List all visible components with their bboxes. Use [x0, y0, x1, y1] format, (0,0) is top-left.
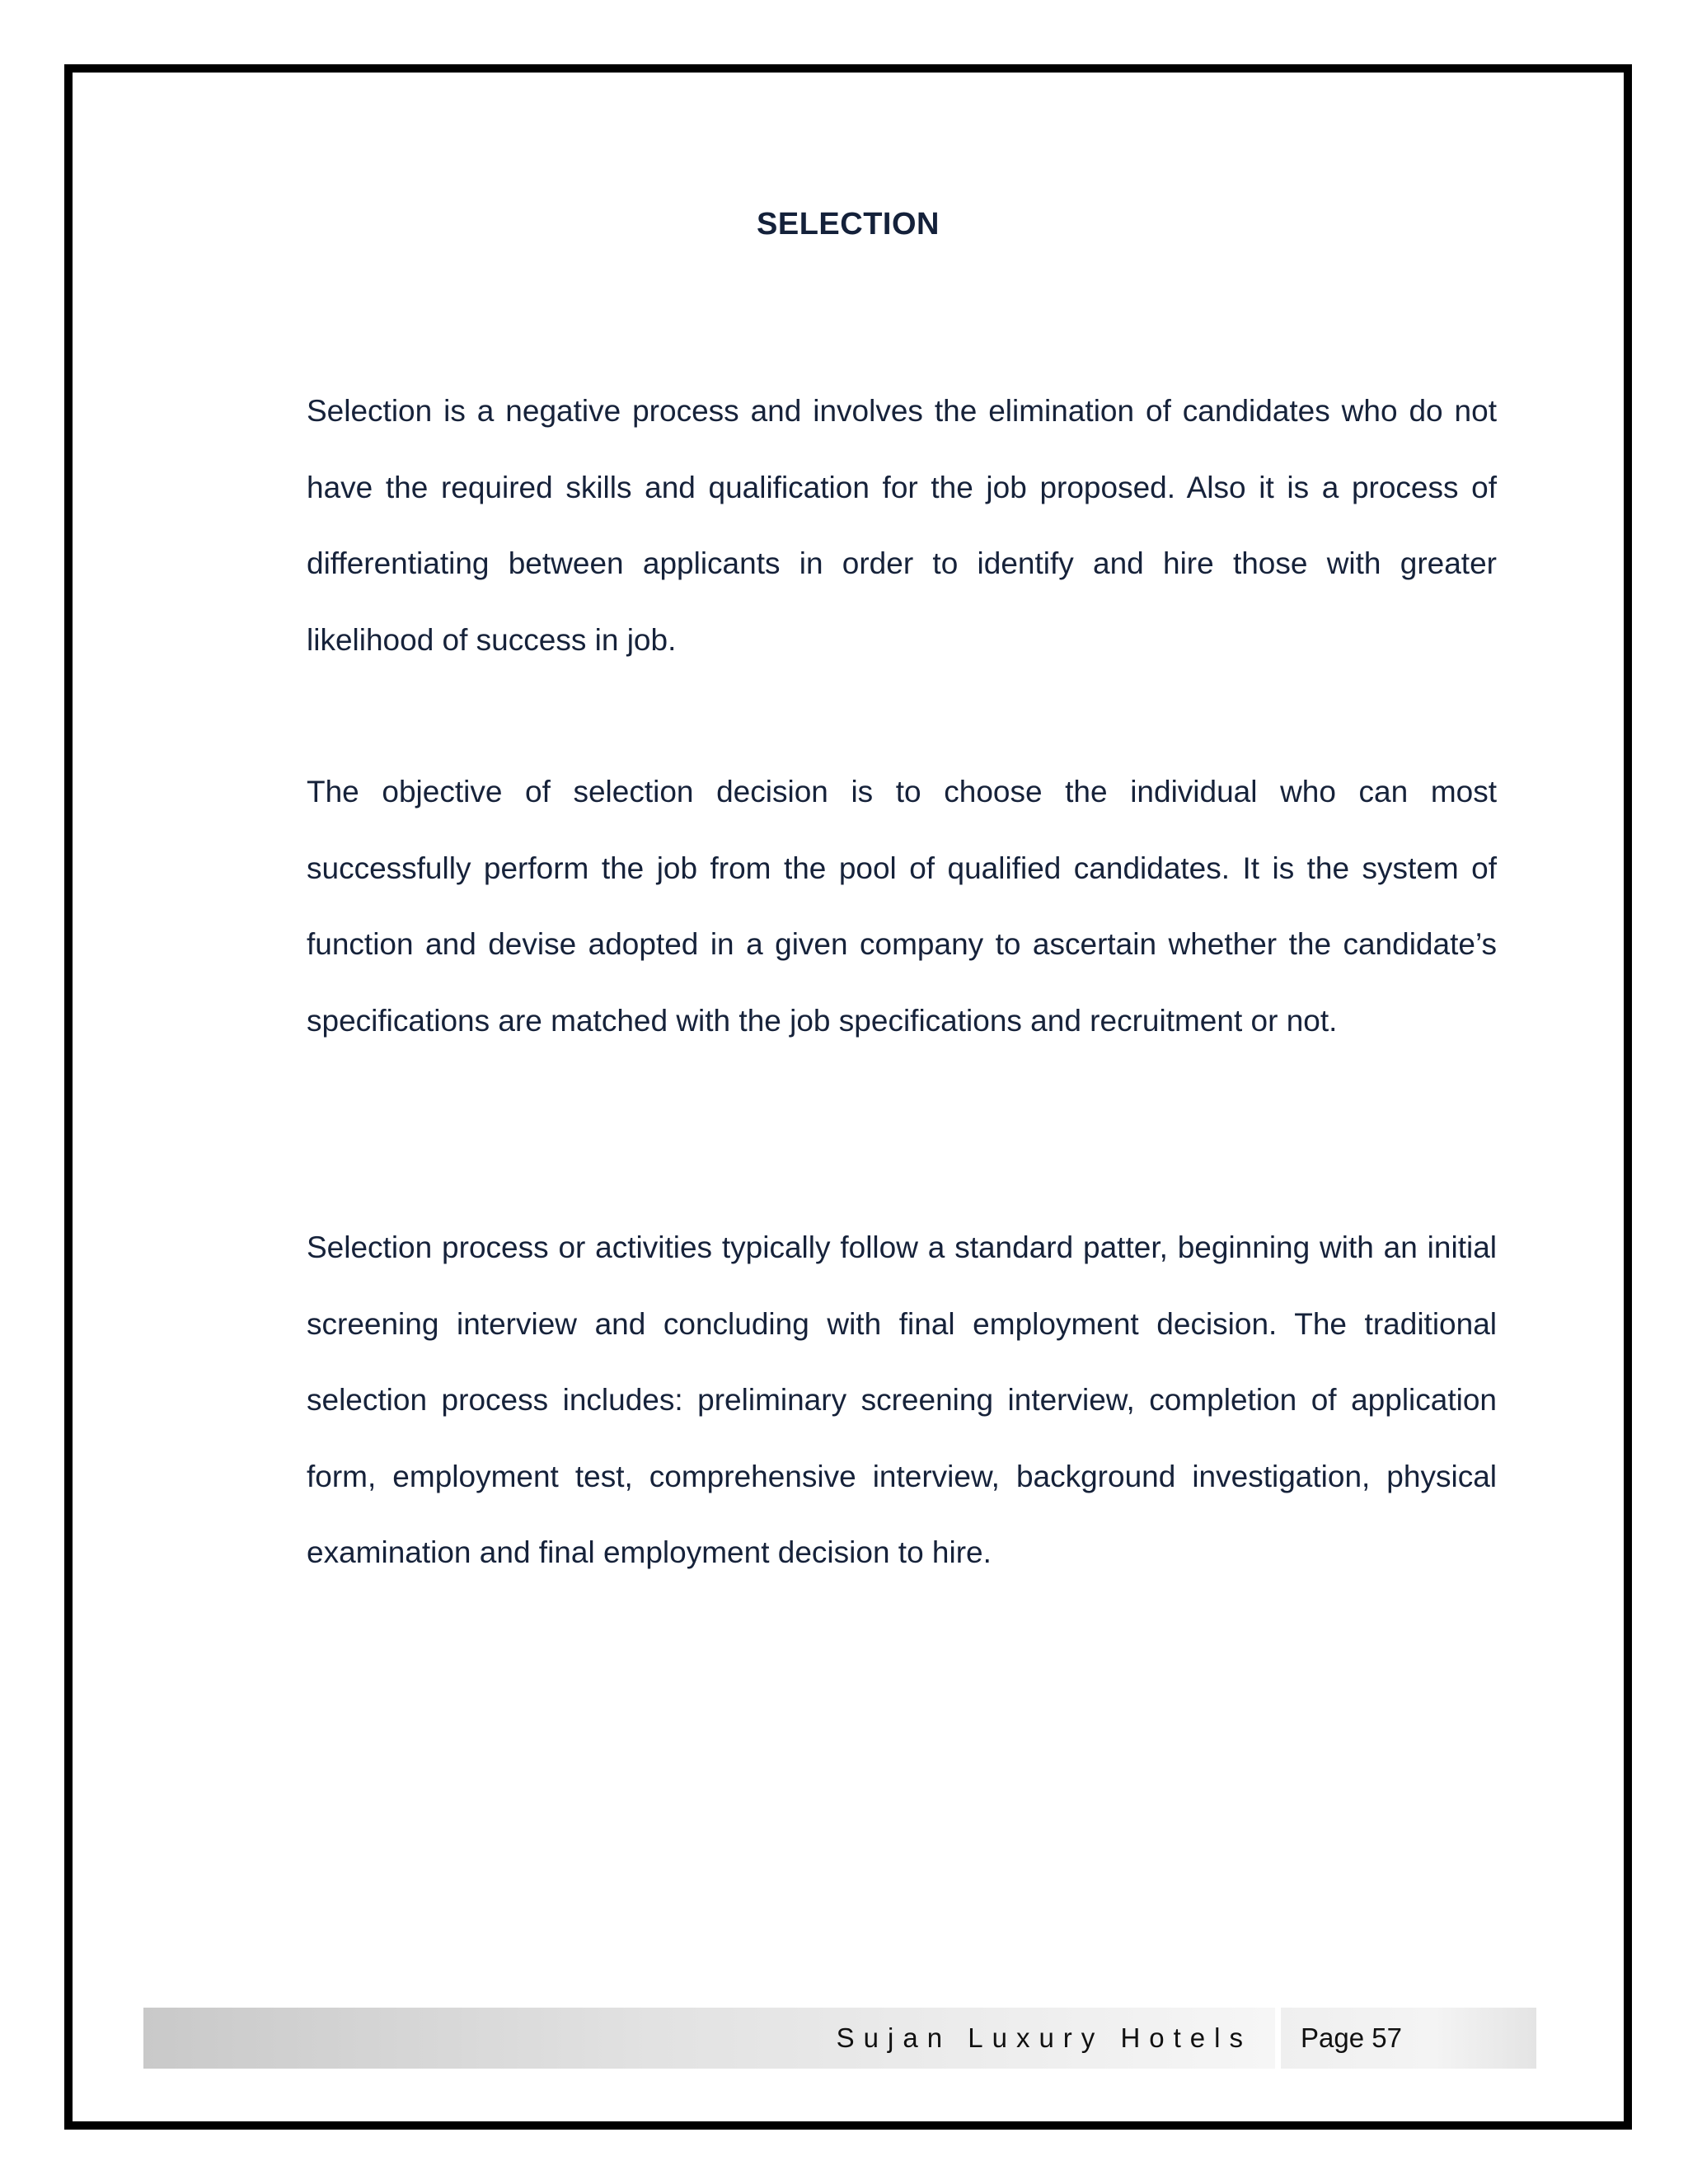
footer-page-box [1281, 2008, 1536, 2069]
footer-company-name: Sujan Luxury Hotels [836, 2022, 1252, 2053]
paragraph-1: Selection is a negative process and involves the elimination of candidates who do not have the required skills and qualification for the job proposed. Also it is a process of differentiating between applicants in order to identify and hire those with greater likelihood of success in job. [307, 394, 1497, 657]
section-heading: SELECTION [757, 207, 940, 241]
page-frame [64, 64, 1632, 2130]
paragraph-2: The objective of selection decision is to choose the individual who can most successfully perform the job from the pool of qualified candidates. It is the system of function and devise adopted in a given company to ascertain whether the candidate’s specifications are matched with the job specifications and recruitment or not. [307, 775, 1497, 1038]
paragraph-3: Selection process or activities typically follow a standard patter, beginning with an initial screening interview and concluding with final employment decision. The traditional selection process includes: preliminary screening interview, completion of application form, employment test, comprehensive interview, background investigation, physical examination and final employment decision to hire. [307, 1230, 1497, 1569]
page-number: Page 57 [1301, 2022, 1402, 2053]
page-footer [143, 2008, 1536, 2069]
footer-company-bar [143, 2008, 1275, 2069]
